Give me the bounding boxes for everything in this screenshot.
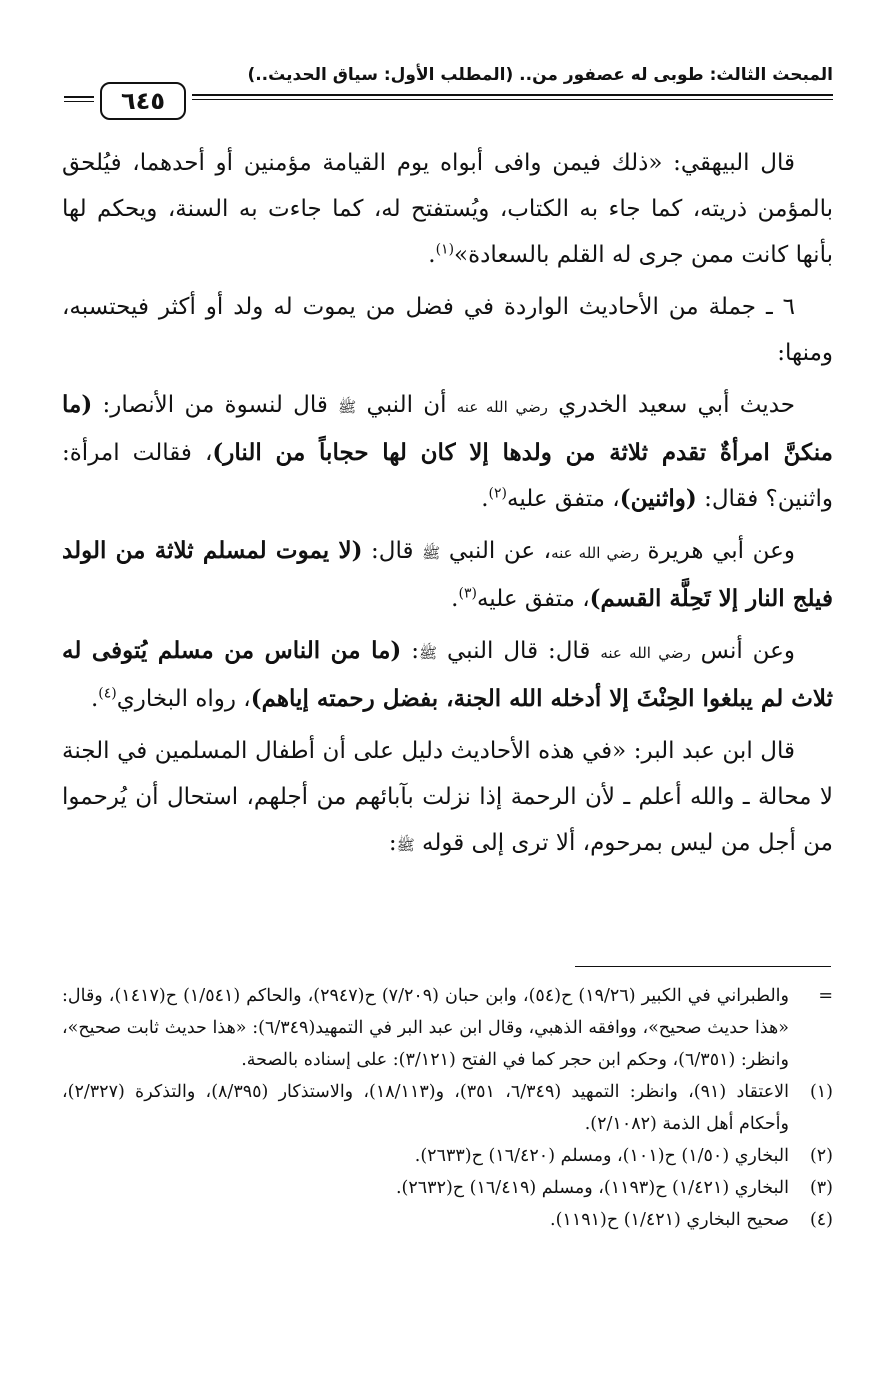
footnote-ref: (١) bbox=[435, 241, 455, 258]
hadith-quote: (واثنين) bbox=[619, 485, 697, 512]
hadith-quote: (ما منكنَّ امرأةٌ تقدم ثلاثة من ولدها إلا كان لها حجاباً من النار) bbox=[62, 391, 833, 466]
page-number-box bbox=[100, 82, 186, 120]
text-run: : bbox=[401, 638, 419, 664]
text-run: أن النبي bbox=[356, 392, 457, 418]
paragraph bbox=[62, 382, 833, 522]
footnote-text: والطبراني في الكبير (١٩/٢٦) ح(٥٤)، وابن حبان (٧/٢٠٩) ح(٢٩٤٧)، والحاكم (١/٥٤١) ح(١٤١٧)، وقال: «هذا حديث صحيح»، ووافقه الذهبي، وقال ابن عبد البر في التمهيد(٦/٣٤٩): «هذا حديث ثابت صحيح»، وانظر: (٦/٣٥١)، وحكم ابن حجر كما في الفتح (٣/١٢١): على إسناده بالصحة. bbox=[62, 986, 789, 1070]
paragraph bbox=[62, 528, 833, 622]
honorific: رضي الله عنه bbox=[456, 398, 548, 416]
text-run: قال البيهقي: «ذلك فيمن وافى أبواه يوم القيامة مؤمنين أو أحدهما، فيُلحق بالمؤمن ذريته، كما جاء به الكتاب، ويُستفتح له، كما جاءت به السنة، ويحكم لها بأنها كانت ممن جرى له القلم بالسعادة» bbox=[62, 150, 833, 268]
text-run: : bbox=[388, 830, 397, 856]
footnotes bbox=[62, 980, 833, 1236]
honorific: ﷺ bbox=[338, 398, 357, 416]
honorific: ﷺ bbox=[422, 544, 441, 562]
text-run: ، عن النبي bbox=[440, 538, 552, 564]
text-run: وعن أنس bbox=[690, 638, 796, 664]
footnote-text: الاعتقاد (٩١)، وانظر: التمهيد (٦/٣٤٩، ٣٥١)، و(١٨/١١٣)، والاستذكار (٨/٣٩٥)، والتذكرة (٢/٣٢٧)، وأحكام أهل الذمة (٢/١٠٨٢). bbox=[62, 1082, 789, 1134]
footnote bbox=[62, 1140, 833, 1172]
footnote-marker: (١) bbox=[809, 1082, 833, 1102]
page-number: ٦٤٥ bbox=[121, 87, 165, 115]
honorific: ﷺ bbox=[396, 836, 415, 854]
running-header-title: المبحث الثالث: طوبى له عصفور من.. (المطلب الأول: سياق الحديث..) bbox=[247, 65, 833, 85]
honorific: ﷺ bbox=[418, 644, 438, 662]
footnote bbox=[62, 1076, 833, 1140]
text-run: ٦ ـ جملة من الأحاديث الواردة في فضل من يموت له ولد أو أكثر فيحتسبه، ومنها: bbox=[62, 294, 833, 366]
text-run: . bbox=[90, 686, 99, 712]
text-run: . bbox=[428, 242, 436, 268]
footnote-marker: (٢) bbox=[809, 1146, 833, 1166]
footnote-ref: (٤) bbox=[98, 685, 117, 702]
footnote bbox=[62, 1204, 833, 1236]
footnote-ref: (٣) bbox=[458, 585, 477, 602]
text-run: ، متفق عليه bbox=[476, 586, 590, 612]
hadith-quote: (لا يموت لمسلم ثلاثة من الولد فيلج النار إلا تَحِلَّة القسم) bbox=[62, 537, 833, 612]
footnote-marker: = bbox=[818, 986, 833, 1006]
text-run: قال ابن عبد البر: «في هذه الأحاديث دليل على أن أطفال المسلمين في الجنة لا محالة ـ والله أعلم ـ لأن الرحمة إذا نزلت بآبائهم من أجلهم، استحال أن يُرحموا من أجل من ليس بمرحوم، ألا ترى إلى قوله bbox=[62, 738, 833, 856]
header-rule-short bbox=[64, 96, 94, 102]
text-run: ، فقالت امرأة: واثنين؟ فقال: bbox=[62, 440, 833, 512]
text-run: قال: قال النبي bbox=[437, 638, 601, 664]
paragraph bbox=[62, 628, 833, 722]
footnote-marker: (٤) bbox=[809, 1210, 833, 1230]
paragraph bbox=[62, 284, 833, 376]
text-run: . bbox=[481, 486, 489, 512]
footnote-text: البخاري (١/٤٢١) ح(١١٩٣)، ومسلم (١٦/٤١٩) ح(٢٦٣٢). bbox=[395, 1178, 789, 1198]
text-run: حديث أبي سعيد الخدري bbox=[547, 392, 795, 418]
footnote bbox=[62, 1172, 833, 1204]
footnote-separator bbox=[575, 966, 831, 967]
paragraph bbox=[62, 140, 833, 278]
text-run: قال لنسوة من الأنصار: bbox=[92, 392, 339, 418]
honorific: رضي الله عنه bbox=[600, 644, 691, 662]
footnote-ref: (٢) bbox=[488, 485, 507, 502]
honorific: رضي الله عنه bbox=[551, 544, 639, 562]
footnote-text: صحيح البخاري (١/٤٢١) ح(١١٩١). bbox=[550, 1210, 789, 1230]
footnote-text: البخاري (١/٥٠) ح(١٠١)، ومسلم (١٦/٤٢٠) ح(٢٦٣٣). bbox=[414, 1146, 789, 1166]
text-run: وعن أبي هريرة bbox=[638, 538, 795, 564]
text-run: ، متفق عليه bbox=[506, 486, 620, 512]
text-run: . bbox=[451, 586, 459, 612]
header-rule bbox=[192, 94, 833, 100]
text-run: قال: bbox=[362, 538, 423, 564]
footnote-marker: (٣) bbox=[809, 1178, 833, 1198]
text-run: ، رواه البخاري bbox=[116, 686, 251, 712]
paragraph bbox=[62, 728, 833, 868]
hadith-quote: (ما من الناس من مسلم يُتوفى له ثلاث لم يبلغوا الحِنْثَ إلا أدخله الله الجنة، بفضل رحمته إياهم) bbox=[62, 637, 833, 712]
main-text bbox=[62, 140, 833, 874]
footnote bbox=[62, 980, 833, 1076]
